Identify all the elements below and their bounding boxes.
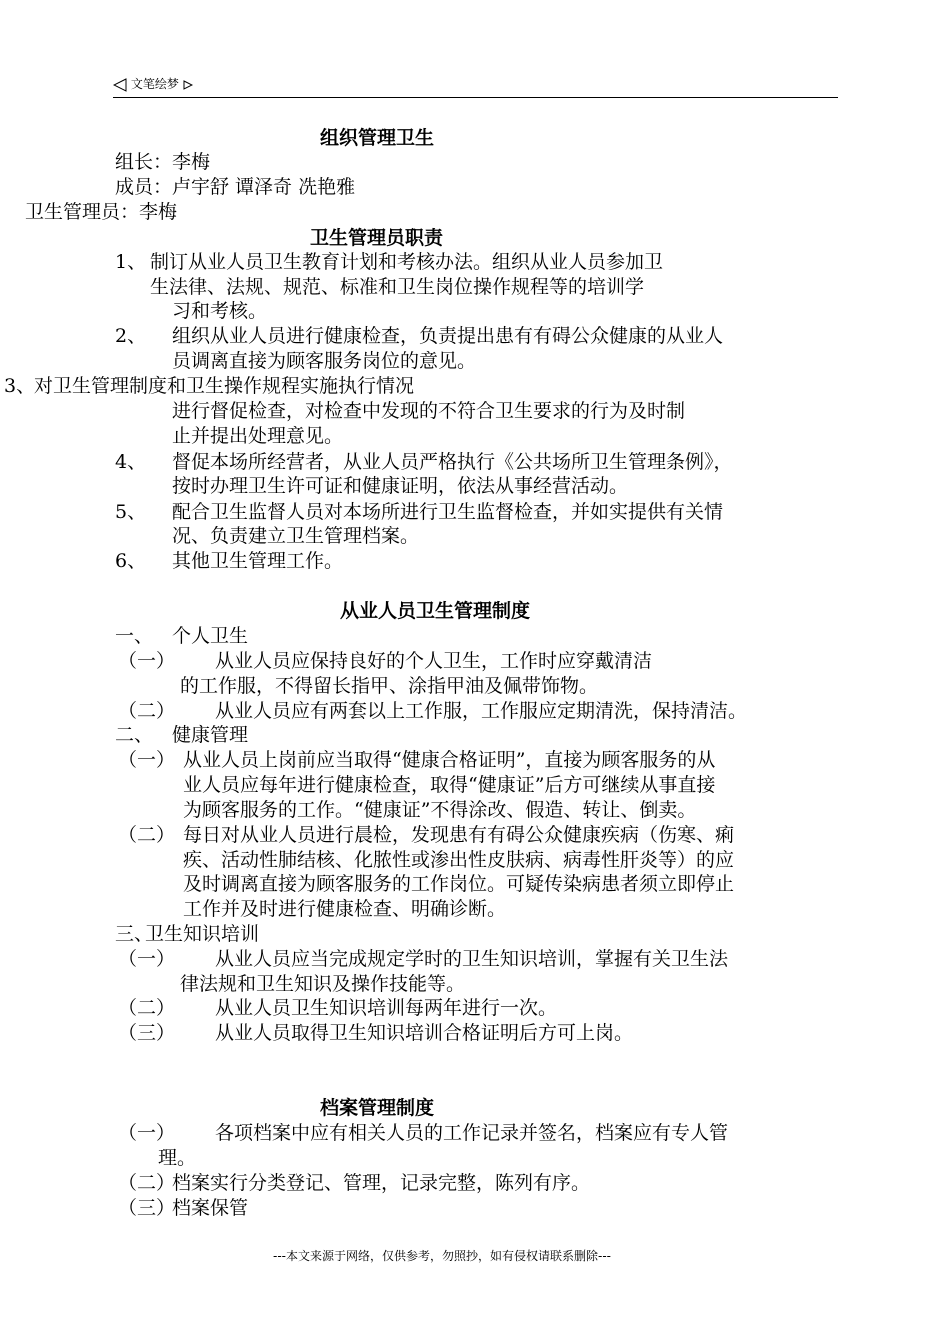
item-text: 及时调离直接为顾客服务的工作岗位。可疑传染病患者须立即停止 (183, 873, 735, 895)
item-num: （二） (118, 997, 176, 1019)
item-text: 从业人员应当完成规定学时的卫生知识培训，掌握有关卫生法 (215, 948, 729, 970)
item-num: （三） (118, 1022, 176, 1044)
subsection-title: 健康管理 (172, 724, 249, 746)
duty-text: 生法律、法规、规范、标准和卫生岗位操作规程等的培训学 (150, 276, 645, 298)
members-line: 成员：卢宇舒 谭泽奇 冼艳雅 (115, 176, 356, 198)
duty-text: 督促本场所经营者，从业人员严格执行《公共场所卫生管理条例》， (172, 451, 733, 473)
section-title-organization: 组织管理卫生 (320, 127, 435, 149)
item-num: （二） (118, 824, 176, 846)
duty-text: 况、负责建立卫生管理档案。 (172, 525, 420, 547)
section-title-staff-rules: 从业人员卫生管理制度 (340, 600, 531, 622)
item-text: 业人员应每年进行健康检查，取得“健康证”后方可继续从事直接 (183, 774, 716, 796)
footer-note: ---本文来源于网络，仅供参考，勿照抄，如有侵权请联系删除--- (273, 1249, 611, 1263)
section-title-archive: 档案管理制度 (320, 1097, 435, 1119)
item-text: 每日对从业人员进行晨检，发现患有有碍公众健康疾病（伤寒、痢 (183, 824, 735, 846)
item-text: 从业人员应保持良好的个人卫生，工作时应穿戴清洁 (215, 650, 653, 672)
duty-num: 2、 (115, 325, 147, 347)
header-brand: 文笔绘梦 (130, 77, 179, 91)
item-num: （一） (118, 1122, 176, 1144)
triangle-right-icon (183, 80, 193, 90)
subsection-title: 个人卫生 (172, 625, 249, 647)
item-text: 的工作服，不得留长指甲、涂指甲油及佩带饰物。 (180, 675, 599, 697)
duty-text: 习和考核。 (172, 300, 268, 322)
duty-text: 对卫生管理制度和卫生操作规程实施执行情况 (34, 375, 415, 397)
item-text: 各项档案中应有相关人员的工作记录并签名，档案应有专人管 (215, 1122, 729, 1144)
duty-num: 5、 (115, 501, 147, 523)
duty-text: 员调离直接为顾客服务岗位的意见。 (172, 350, 477, 372)
item-text: 疾、活动性肺结核、化脓性或渗出性皮肤病、病毒性肝炎等）的应 (183, 849, 735, 871)
duty-text: 配合卫生监督人员对本场所进行卫生监督检查，并如实提供有关情 (172, 501, 724, 523)
page-header (113, 76, 193, 92)
subsection-title: 卫生知识培训 (145, 923, 260, 945)
item-text: 档案实行分类登记、管理，记录完整，陈列有序。 (172, 1172, 591, 1194)
item-num: （一） (118, 650, 176, 672)
manager-line: 卫生管理员：李梅 (25, 201, 178, 223)
duty-num: 3、 (4, 375, 36, 397)
duty-text: 其他卫生管理工作。 (172, 550, 344, 572)
item-text: 从业人员应有两套以上工作服，工作服应定期清洗，保持清洁。 (215, 700, 748, 722)
duty-num: 4、 (115, 451, 147, 473)
leader-line: 组长：李梅 (115, 151, 211, 173)
duty-num: 6、 (115, 550, 147, 572)
item-text: 理。 (158, 1147, 197, 1169)
item-text: 从业人员上岗前应当取得“健康合格证明”，直接为顾客服务的从 (183, 749, 716, 771)
duty-text: 按时办理卫生许可证和健康证明，依法从事经营活动。 (172, 475, 629, 497)
item-text: 档案保管 (172, 1197, 249, 1219)
duty-text: 组织从业人员进行健康检查，负责提出患有有碍公众健康的从业人 (172, 325, 724, 347)
item-text: 从业人员取得卫生知识培训合格证明后方可上岗。 (215, 1022, 634, 1044)
duty-text: 制订从业人员卫生教育计划和考核办法。组织从业人员参加卫 (150, 251, 664, 273)
item-text: 从业人员卫生知识培训每两年进行一次。 (215, 997, 558, 1019)
duty-text: 进行督促检查，对检查中发现的不符合卫生要求的行为及时制 (172, 400, 686, 422)
duty-num: 1、 (115, 251, 147, 273)
item-text: 律法规和卫生知识及操作技能等。 (180, 973, 466, 995)
item-num: （三） (118, 1197, 176, 1219)
triangle-left-icon (113, 78, 127, 92)
item-num: （二） (118, 700, 176, 722)
subsection-num: 三、 (115, 923, 154, 945)
subsection-num: 二、 (115, 724, 154, 746)
subsection-num: 一、 (115, 625, 154, 647)
item-num: （二） (118, 1172, 176, 1194)
header-rule (113, 97, 838, 98)
section-title-manager-duties: 卫生管理员职责 (310, 227, 444, 249)
item-text: 为顾客服务的工作。“健康证”不得涂改、假造、转让、倒卖。 (183, 799, 697, 821)
duty-text: 止并提出处理意见。 (172, 425, 344, 447)
item-num: （一） (118, 948, 176, 970)
item-num: （一） (118, 749, 176, 771)
item-text: 工作并及时进行健康检查、明确诊断。 (183, 898, 507, 920)
